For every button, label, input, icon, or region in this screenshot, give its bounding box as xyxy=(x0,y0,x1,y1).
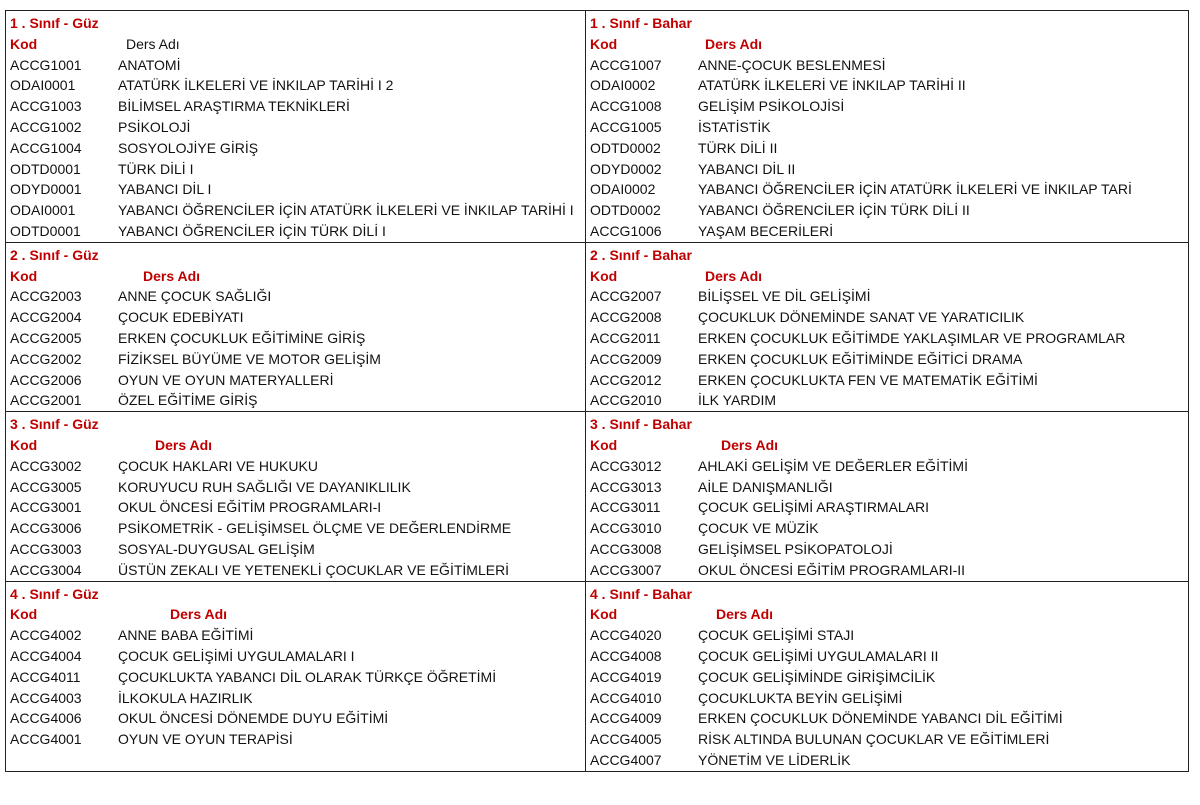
course-name: ANATOMİ xyxy=(118,56,181,73)
code-column-header: Kod xyxy=(10,35,38,52)
semester-title: 2 . Sınıf - Güz xyxy=(10,246,99,263)
course-code: ACCG3011 xyxy=(590,499,661,516)
course-name: ATATÜRK İLKELERİ VE İNKILAP TARİHİ II xyxy=(698,77,966,94)
course-name: SOSYAL-DUYGUSAL GELİŞİM xyxy=(118,540,315,557)
course-code: ACCG3001 xyxy=(10,499,82,516)
course-row xyxy=(590,390,1188,411)
code-column-header: Kod xyxy=(590,606,618,623)
course-name: İSTATİSTİK xyxy=(698,118,771,135)
semester-title: 4 . Sınıf - Güz xyxy=(10,585,99,602)
course-code: ACCG2002 xyxy=(10,350,82,367)
course-row xyxy=(590,646,1188,667)
course-name: YABANCI DİL II xyxy=(698,160,796,177)
course-name: ÇOCUK VE MÜZİK xyxy=(698,520,819,537)
column-header-row xyxy=(10,34,585,55)
course-row xyxy=(590,625,1188,646)
semester-title: 1 . Sınıf - Bahar xyxy=(590,15,692,31)
course-row xyxy=(10,539,585,560)
course-code: ACCG4011 xyxy=(10,668,81,685)
course-row xyxy=(590,497,1188,518)
course-code: ACCG3004 xyxy=(10,561,82,578)
course-row xyxy=(10,286,585,307)
course-row xyxy=(590,560,1188,581)
course-name: OKUL ÖNCESİ EĞİTİM PROGRAMLARI-II xyxy=(698,561,966,578)
course-name: ÇOCUK GELİŞİMİ STAJI xyxy=(698,627,855,644)
course-row xyxy=(10,307,585,328)
course-name: ERKEN ÇOCUKLUK EĞİTİMİNE GİRİŞ xyxy=(118,329,366,346)
course-row xyxy=(590,138,1188,159)
course-row xyxy=(10,390,585,411)
course-row xyxy=(590,117,1188,138)
course-name: ÇOCUK HAKLARI VE HUKUKU xyxy=(118,457,318,474)
course-name: ÇOCUK GELİŞİMİ UYGULAMALARI I xyxy=(118,647,355,664)
course-name: PSİKOLOJİ xyxy=(118,118,191,135)
course-name: ÇOCUK EDEBİYATI xyxy=(118,309,244,326)
course-row xyxy=(590,518,1188,539)
course-row xyxy=(590,539,1188,560)
course-row xyxy=(590,286,1188,307)
curriculum-table xyxy=(5,10,1189,772)
course-row xyxy=(10,117,585,138)
column-header-row xyxy=(10,266,585,287)
column-header-row xyxy=(590,34,1188,55)
course-code: ACCG2001 xyxy=(10,392,82,409)
course-row xyxy=(10,159,585,180)
course-code: ACCG3006 xyxy=(10,520,82,537)
course-name: OYUN VE OYUN MATERYALLERİ xyxy=(118,371,334,388)
course-row xyxy=(10,179,585,200)
column-header-row xyxy=(10,604,585,625)
course-row xyxy=(10,75,585,96)
course-row xyxy=(590,708,1188,729)
course-code: ACCG2007 xyxy=(590,288,662,305)
course-row xyxy=(590,750,1188,771)
course-row xyxy=(10,477,585,498)
semester-cell xyxy=(6,243,586,412)
course-code: ACCG1007 xyxy=(590,56,662,73)
course-code: ACCG4002 xyxy=(10,627,82,644)
course-code: ODTD0002 xyxy=(590,139,661,156)
semester-cell xyxy=(586,412,1189,581)
course-name: ANNE BABA EĞİTİMİ xyxy=(118,627,254,644)
course-name: AİLE DANIŞMANLIĞI xyxy=(698,478,833,495)
course-name: ÇOCUK GELİŞİMİNDE GİRİŞİMCİLİK xyxy=(698,668,936,685)
course-code: ACCG2009 xyxy=(590,350,662,367)
name-column-header: Ders Adı xyxy=(705,35,763,52)
course-name: ANNE-ÇOCUK BESLENMESİ xyxy=(698,56,886,73)
course-code: ACCG2003 xyxy=(10,288,82,305)
course-name: PSİKOMETRİK - GELİŞİMSEL ÖLÇME VE DEĞERLENDİRME xyxy=(118,520,512,537)
column-header-row xyxy=(10,435,585,456)
course-code: ODAI0001 xyxy=(10,77,76,94)
course-name: ANNE ÇOCUK SAĞLIĞI xyxy=(118,288,272,305)
course-row xyxy=(10,221,585,242)
course-code: ODAI0001 xyxy=(10,202,76,219)
code-column-header: Kod xyxy=(590,436,618,453)
course-name: RİSK ALTINDA BULUNAN ÇOCUKLAR VE EĞİTİMLERİ xyxy=(698,731,1050,748)
course-name: ÇOCUKLUKTA YABANCI DİL OLARAK TÜRKÇE ÖĞRETİMİ xyxy=(118,668,497,685)
course-row xyxy=(590,456,1188,477)
course-row xyxy=(590,688,1188,709)
course-row xyxy=(590,200,1188,221)
semester-title: 3 . Sınıf - Bahar xyxy=(590,416,692,433)
course-row xyxy=(590,729,1188,750)
course-row xyxy=(10,708,585,729)
course-code: ACCG1004 xyxy=(10,139,82,156)
course-name: ÜSTÜN ZEKALI VE YETENEKLİ ÇOCUKLAR VE EĞİTİMLERİ xyxy=(118,561,510,578)
course-row xyxy=(590,96,1188,117)
course-code: ACCG4004 xyxy=(10,647,82,664)
course-row xyxy=(590,370,1188,391)
course-name: BİLİŞSEL VE DİL GELİŞİMİ xyxy=(698,288,871,305)
course-code: ACCG4007 xyxy=(590,751,662,768)
name-column-header: Ders Adı xyxy=(170,606,228,623)
course-row xyxy=(590,179,1188,200)
course-name: ATATÜRK İLKELERİ VE İNKILAP TARİHİ I 2 xyxy=(118,77,394,94)
course-name: YÖNETİM VE LİDERLİK xyxy=(698,751,851,768)
course-code: ACCG1001 xyxy=(10,56,82,73)
column-header-row xyxy=(590,266,1188,287)
code-column-header: Kod xyxy=(590,35,618,52)
semester-title: 2 . Sınıf - Bahar xyxy=(590,246,692,263)
course-code: ACCG3013 xyxy=(590,478,662,495)
course-code: ODTD0002 xyxy=(590,202,661,219)
course-row xyxy=(10,560,585,581)
semester-cell xyxy=(6,412,586,581)
course-row xyxy=(590,477,1188,498)
course-row xyxy=(10,688,585,709)
course-code: ACCG4001 xyxy=(10,731,82,748)
course-code: ACCG3010 xyxy=(590,520,662,537)
course-row xyxy=(590,55,1188,76)
course-code: ODYD0001 xyxy=(10,181,82,198)
course-row xyxy=(10,96,585,117)
course-code: ACCG4020 xyxy=(590,627,662,644)
course-row xyxy=(590,667,1188,688)
course-code: ACCG4019 xyxy=(590,668,662,685)
semester-cell xyxy=(6,11,586,243)
course-code: ACCG3002 xyxy=(10,457,82,474)
course-code: ODTD0001 xyxy=(10,160,81,177)
course-code: ACCG2010 xyxy=(590,392,662,409)
course-row xyxy=(590,75,1188,96)
course-row xyxy=(10,200,585,221)
course-code: ACCG3007 xyxy=(590,561,662,578)
course-code: ODYD0002 xyxy=(590,160,662,177)
course-row xyxy=(10,370,585,391)
course-name: İLK YARDIM xyxy=(698,392,777,409)
course-name: ÇOCUKLUK DÖNEMİNDE SANAT VE YARATICILIK xyxy=(698,309,1025,326)
course-name: YABANCI ÖĞRENCİLER İÇİN ATATÜRK İLKELERİ VE İNKILAP TARİHİ I xyxy=(118,202,574,219)
course-name: YABANCI ÖĞRENCİLER İÇİN ATATÜRK İLKELERİ VE İNKILAP TARİ xyxy=(698,181,1132,198)
empty-row xyxy=(10,750,585,771)
course-row xyxy=(10,625,585,646)
course-code: ACCG2011 xyxy=(590,329,661,346)
course-code: ACCG3003 xyxy=(10,540,82,557)
course-row xyxy=(590,328,1188,349)
course-name: OKUL ÖNCESİ DÖNEMDE DUYU EĞİTİMİ xyxy=(118,710,389,727)
course-row xyxy=(590,349,1188,370)
semester-cell xyxy=(6,582,586,772)
course-row xyxy=(590,159,1188,180)
course-row xyxy=(10,55,585,76)
course-code: ACCG1003 xyxy=(10,98,82,115)
course-row xyxy=(10,328,585,349)
semester-title: 4 . Sınıf - Bahar xyxy=(590,585,692,602)
course-row xyxy=(10,729,585,750)
course-name: YAŞAM BECERİLERİ xyxy=(698,222,834,239)
course-name: ERKEN ÇOCUKLUK EĞİTİMİNDE EĞİTİCİ DRAMA xyxy=(698,350,1023,367)
course-name: ÇOCUK GELİŞİMİ ARAŞTIRMALARI xyxy=(698,499,930,516)
course-code: ACCG4008 xyxy=(590,647,662,664)
code-column-header: Kod xyxy=(590,267,618,284)
column-header-row xyxy=(590,435,1188,456)
course-row xyxy=(10,667,585,688)
course-code: ODAI0002 xyxy=(590,181,656,198)
course-code: ODTD0001 xyxy=(10,222,81,239)
semester-cell xyxy=(586,243,1189,412)
course-row xyxy=(10,456,585,477)
course-code: ACCG1002 xyxy=(10,118,82,135)
course-row xyxy=(590,221,1188,242)
course-code: ACCG4006 xyxy=(10,710,82,727)
course-name: SOSYOLOJİYE GİRİŞ xyxy=(118,139,259,156)
course-row xyxy=(10,349,585,370)
course-name: YABANCI ÖĞRENCİLER İÇİN TÜRK DİLİ I xyxy=(118,222,386,239)
course-name: ÇOCUK GELİŞİMİ UYGULAMALARI II xyxy=(698,647,939,664)
course-row xyxy=(10,497,585,518)
course-code: ACCG2005 xyxy=(10,329,82,346)
name-column-header: Ders Adı xyxy=(705,267,763,284)
course-name: KORUYUCU RUH SAĞLIĞI VE DAYANIKLILIK xyxy=(118,478,411,495)
course-name: ERKEN ÇOCUKLUK DÖNEMİNDE YABANCI DİL EĞİTİMİ xyxy=(698,710,1063,727)
course-name: ERKEN ÇOCUKLUKTA FEN VE MATEMATİK EĞİTİMİ xyxy=(698,371,1038,388)
code-column-header: Kod xyxy=(10,606,38,623)
course-row xyxy=(590,307,1188,328)
course-name: AHLAKİ GELİŞİM VE DEĞERLER EĞİTİMİ xyxy=(698,457,968,474)
course-code: ACCG1005 xyxy=(590,118,662,135)
course-code: ACCG3008 xyxy=(590,540,662,557)
code-column-header: Kod xyxy=(10,267,38,284)
name-column-header: Ders Adı xyxy=(143,267,201,284)
course-name: YABANCI ÖĞRENCİLER İÇİN TÜRK DİLİ II xyxy=(698,202,970,219)
course-code: ACCG4009 xyxy=(590,710,662,727)
course-name: ÖZEL EĞİTİME GİRİŞ xyxy=(118,392,258,409)
semester-title: 3 . Sınıf - Güz xyxy=(10,416,99,433)
course-code: ACCG4003 xyxy=(10,689,82,706)
course-code: ACCG1006 xyxy=(590,222,662,239)
semester-cell xyxy=(586,11,1189,243)
course-code: ACCG2012 xyxy=(590,371,662,388)
course-code: ACCG1008 xyxy=(590,98,662,115)
course-name: ÇOCUKLUKTA BEYİN GELİŞİMİ xyxy=(698,689,903,706)
column-header-row xyxy=(590,604,1188,625)
course-code: ACCG3012 xyxy=(590,457,662,474)
semester-title: 1 . Sınıf - Güz xyxy=(10,15,99,31)
course-name: BİLİMSEL ARAŞTIRMA TEKNİKLERİ xyxy=(118,98,350,115)
course-row xyxy=(10,646,585,667)
name-column-header: Ders Adı xyxy=(716,606,774,623)
course-code: ACCG2008 xyxy=(590,309,662,326)
course-name: ERKEN ÇOCUKLUK EĞİTİMDE YAKLAŞIMLAR VE PROGRAMLAR xyxy=(698,329,1126,346)
course-name: FİZİKSEL BÜYÜME VE MOTOR GELİŞİM xyxy=(118,350,381,367)
course-name: OKUL ÖNCESİ EĞİTİM PROGRAMLARI-I xyxy=(118,499,382,516)
course-code: ACCG2006 xyxy=(10,371,82,388)
course-name: YABANCI DİL I xyxy=(118,181,212,198)
name-column-header: Ders Adı xyxy=(155,436,213,453)
semester-cell xyxy=(586,582,1189,772)
course-name: GELİŞİMSEL PSİKOPATOLOJİ xyxy=(698,540,893,557)
course-code: ACCG4010 xyxy=(590,689,662,706)
course-name: TÜRK DİLİ I xyxy=(118,160,194,177)
course-code: ACCG4005 xyxy=(590,731,662,748)
code-column-header: Kod xyxy=(10,436,38,453)
name-column-header: Ders Adı xyxy=(126,35,180,52)
course-row xyxy=(10,138,585,159)
course-name: GELİŞİM PSİKOLOJİSİ xyxy=(698,98,845,115)
course-name: İLKOKULA HAZIRLIK xyxy=(118,689,253,706)
course-name: TÜRK DİLİ II xyxy=(698,139,778,156)
course-name: OYUN VE OYUN TERAPİSİ xyxy=(118,731,293,748)
course-code: ODAI0002 xyxy=(590,77,656,94)
course-code: ACCG3005 xyxy=(10,478,82,495)
name-column-header: Ders Adı xyxy=(721,436,779,453)
course-code: ACCG2004 xyxy=(10,309,82,326)
course-row xyxy=(10,518,585,539)
